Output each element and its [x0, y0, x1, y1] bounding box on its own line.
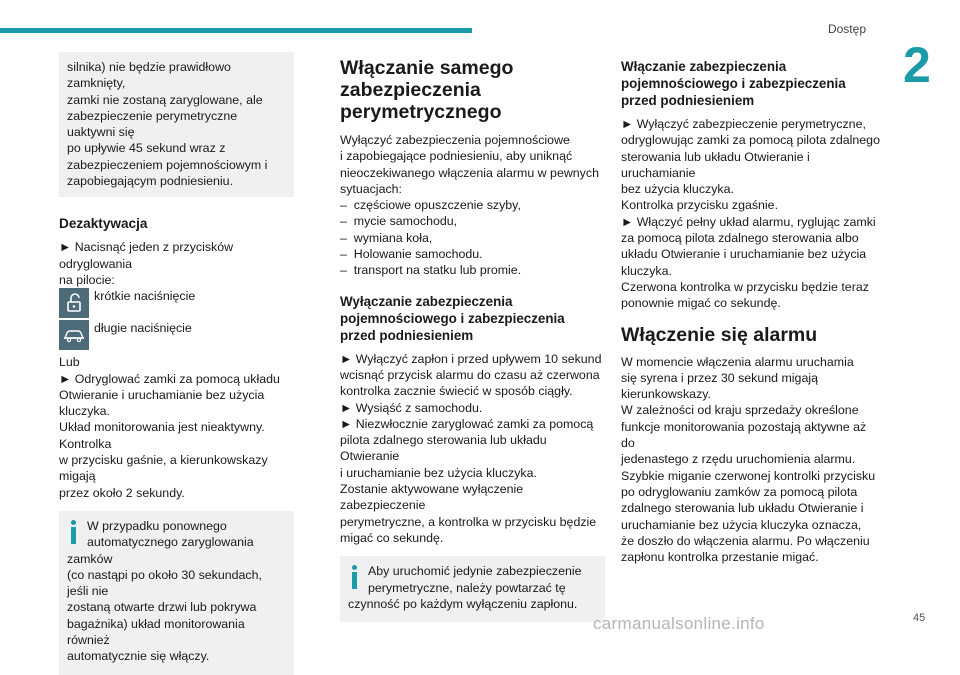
- info-box: [340, 556, 605, 622]
- text-line: na pilocie:: [59, 272, 115, 287]
- text-line: ► Włączyć pełny układ alarmu, ryglując zamki: [621, 214, 876, 229]
- text-line: że doszło do włączenia alarmu. Po włączeniu: [621, 533, 870, 548]
- text-line: nieoczekiwanego włączenia alarmu w pewnych: [340, 165, 599, 180]
- heading-line: Wyłączanie zabezpieczenia: [340, 293, 513, 309]
- info-line: Aby uruchomić jedynie zabezpieczenie: [368, 564, 582, 579]
- text-line: ponownie migać co sekundę.: [621, 296, 781, 311]
- heading-line: przed podniesieniem: [340, 327, 474, 343]
- info-box: [59, 511, 294, 675]
- info-line: zostaną otwarte drzwi lub pokrywa: [67, 600, 257, 615]
- text-line: zdalnego sterowania lub układu Otwieranie i: [621, 501, 864, 516]
- heading-line: Włączanie samego: [340, 57, 514, 79]
- text-line: w przycisku gaśnie, a kierunkowskazy migają: [59, 453, 268, 484]
- text-line: kluczyka.: [621, 263, 672, 278]
- text-line: i uruchamianie bez użycia kluczyka.: [340, 465, 537, 480]
- text-line: perymetryczne, a kontrolka w przycisku będzie: [340, 514, 597, 529]
- text-line: ► Odryglować zamki za pomocą układu: [59, 371, 280, 386]
- page-number: 45: [913, 612, 926, 624]
- info-line: bagażnika) układ monitorowania również: [67, 616, 245, 648]
- text-line: odryglowując zamki za pomocą pilota zdalnego: [621, 133, 880, 148]
- text-line: się syrena i przez 30 sekund migają: [621, 370, 818, 385]
- text-line: zapłonu kontrolka przestanie migać.: [621, 550, 819, 565]
- box-line: zamki nie zostaną zaryglowane, ale: [67, 92, 263, 107]
- list-item: – transport na statku lub promie.: [340, 263, 522, 278]
- enable-capacitive-heading: [621, 58, 883, 109]
- heading-line: pojemnościowego i zabezpieczenia: [340, 310, 565, 326]
- text-line: ► Niezwłocznie zaryglować zamki za pomocą: [340, 416, 594, 431]
- column-1: [59, 52, 294, 675]
- heading-line: perymetrycznego: [340, 101, 502, 123]
- chapter-accent-bar: [0, 28, 472, 33]
- text-line: pilota zdalnego sterowania lub układu Otwieranie: [340, 433, 547, 464]
- list-item: – częściowe opuszczenie szyby,: [340, 198, 521, 213]
- info-line: czynność po każdym wyłączeniu zapłonu.: [348, 596, 578, 611]
- info-icon: [348, 565, 360, 589]
- text-line: bez użycia kluczyka.: [621, 182, 734, 197]
- deactivation-heading: Dezaktywacja: [59, 216, 148, 232]
- section-title: Dostęp: [827, 22, 866, 36]
- text-line: Zostanie aktywowane wyłączenie zabezpieczenie: [340, 482, 524, 513]
- info-line: (co nastąpi po około 30 sekundach, jeśli nie: [67, 567, 262, 599]
- text-line: funkcje monitorowania pozostają aktywne aż do: [621, 419, 867, 451]
- short-press-row: [59, 288, 294, 320]
- text-line: i zapobiegające podniesieniu, aby uniknąć: [340, 149, 573, 164]
- info-line: perymetryczne, należy powtarzać tę: [368, 580, 566, 595]
- info-icon: [67, 520, 79, 544]
- long-press-row: [59, 320, 294, 354]
- box-line: po upływie 45 sekund wraz z: [67, 141, 226, 156]
- perimeter-only-heading: [340, 57, 605, 123]
- text-line: Kontrolka przycisku zgaśnie.: [621, 198, 779, 213]
- text-line: przez około 2 sekundy.: [59, 485, 185, 500]
- text-line: ► Wysiąść z samochodu.: [340, 400, 483, 415]
- text-line: Czerwona kontrolka w przycisku będzie teraz: [621, 279, 869, 294]
- box-line: zabezpieczeniem pojemnościowym i: [67, 157, 268, 172]
- text-line: uruchamianie bez użycia kluczyka oznacza,: [621, 517, 862, 532]
- long-press-label: długie naciśnięcie: [94, 321, 192, 336]
- text-line: sytuacjach:: [340, 181, 402, 196]
- info-line: automatycznego zaryglowania zamków: [67, 535, 254, 566]
- text-line: za pomocą pilota zdalnego sterowania albo: [621, 231, 859, 246]
- text-line: jedenastego z rzędu uruchomienia alarmu.: [621, 452, 856, 467]
- text-line: Otwieranie i uruchamianie bez użycia kluczyka.: [59, 387, 265, 419]
- text-line: kontrolka zacznie świecić w sposób ciągły.: [340, 384, 573, 399]
- watermark: carmanualsonline.info: [593, 614, 765, 633]
- text-line: ► Wyłączyć zapłon i przed upływem 10 sekund: [340, 351, 602, 366]
- info-line: automatycznie się włączy.: [67, 649, 210, 664]
- text-line: W momencie włączenia alarmu uruchamia: [621, 354, 854, 369]
- list-item: – wymiana koła,: [340, 230, 433, 245]
- box-line: zabezpieczenie perymetryczne uaktywni się: [67, 108, 238, 140]
- continued-note-box: [59, 52, 294, 197]
- heading-line: pojemnościowego i zabezpieczenia: [621, 76, 846, 91]
- list-item: – mycie samochodu,: [340, 214, 458, 229]
- text-line: migać co sekundę.: [340, 530, 444, 545]
- car-icon: [59, 320, 89, 350]
- text-line: Szybkie miganie czerwonej kontrolki przycisku: [621, 468, 876, 483]
- text-line: ► Wyłączyć zabezpieczenie perymetryczne,: [621, 117, 866, 131]
- box-line: zapobiegającym podniesieniu.: [67, 174, 234, 189]
- chapter-number: 2: [903, 37, 931, 93]
- text-line: układu Otwieranie i uruchamianie bez użycia: [621, 247, 867, 262]
- text-line: W zależności od kraju sprzedaży określone: [621, 403, 859, 418]
- heading-line: przed podniesieniem: [621, 93, 755, 108]
- box-line: silnika) nie będzie prawidłowo zamknięty,: [67, 60, 231, 91]
- text-line: po odryglowaniu zamków za pomocą pilota: [621, 484, 858, 499]
- alarm-trigger-heading: Włączenie się alarmu: [621, 323, 818, 346]
- disable-capacitive-heading: [340, 293, 605, 344]
- short-press-label: krótkie naciśnięcie: [94, 289, 196, 304]
- text-line: wcisnąć przycisk alarmu do czasu aż czerwona: [340, 367, 600, 382]
- heading-line: zabezpieczenia: [340, 79, 481, 101]
- column-2: [340, 57, 605, 622]
- text-line: Lub: [59, 355, 80, 370]
- text-line: Układ monitorowania jest nieaktywny. Kontrolka: [59, 420, 265, 451]
- unlock-icon: [59, 288, 89, 318]
- text-line: ► Nacisnąć jeden z przycisków odryglowania: [59, 240, 234, 271]
- text-line: sterowania lub układu Otwieranie i uruchamianie: [621, 149, 810, 180]
- text-line: kierunkowskazy.: [621, 387, 711, 402]
- info-line: W przypadku ponownego: [87, 518, 227, 533]
- column-3: [621, 58, 883, 565]
- list-item: – Holowanie samochodu.: [340, 247, 483, 262]
- text-line: Wyłączyć zabezpieczenia pojemnościowe: [340, 133, 570, 147]
- heading-line: Włączanie zabezpieczenia: [621, 59, 787, 74]
